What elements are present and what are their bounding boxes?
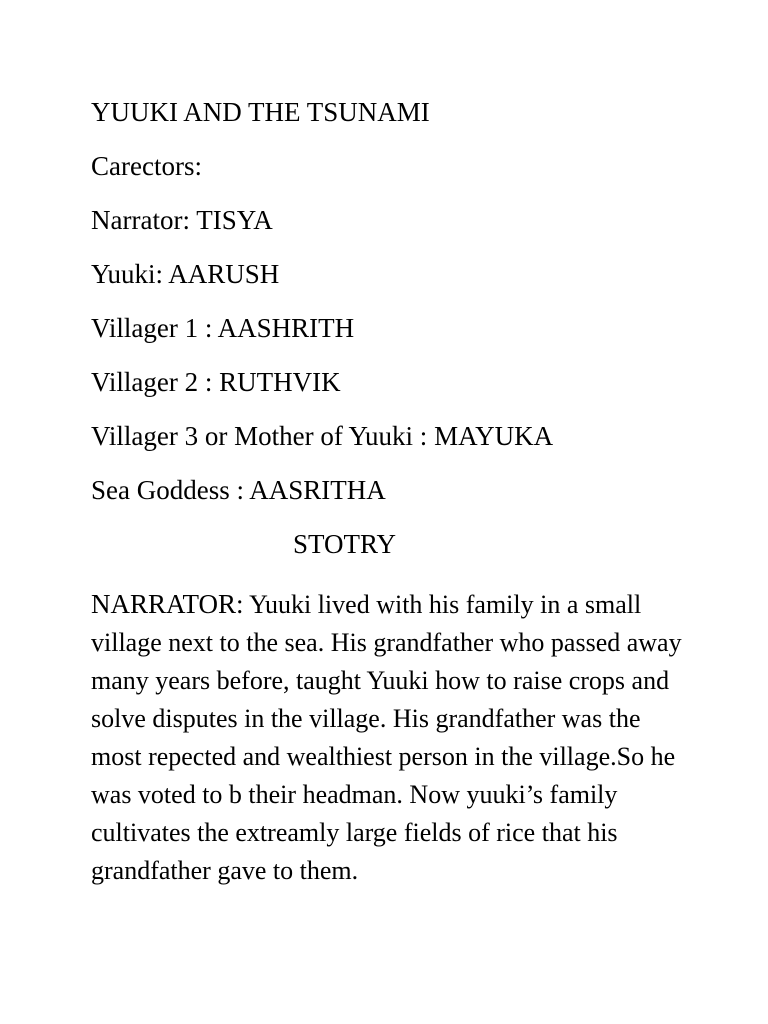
cast-line: Villager 3 or Mother of Yuuki : MAYUKA	[91, 421, 554, 451]
cast-line: Yuuki: AARUSH	[91, 259, 280, 289]
cast-line: Villager 2 : RUTHVIK	[91, 367, 341, 397]
cast-line: Narrator: TISYA	[91, 205, 273, 235]
speaker-label: NARRATOR:	[91, 589, 244, 619]
document-title: YUUKI AND THE TSUNAMI	[91, 97, 430, 127]
characters-heading: Carectors:	[91, 151, 202, 181]
story-heading: STOTRY	[293, 529, 397, 559]
cast-line: Sea Goddess : AASRITHA	[91, 475, 386, 505]
story-paragraph	[91, 585, 691, 890]
story-text: Yuuki lived with his family in a small village next to the sea. His grandfather who passed away many years before, taught Yuuki how to raise crops and solve disputes in the village. His grandfather was the most repected and wealthiest person in the village.So he was voted to b their headman. Now yuuki’s family cultivates the extreamly large fields of rice that his grandfather gave to them.	[91, 590, 682, 885]
cast-line: Villager 1 : AASHRITH	[91, 313, 355, 343]
